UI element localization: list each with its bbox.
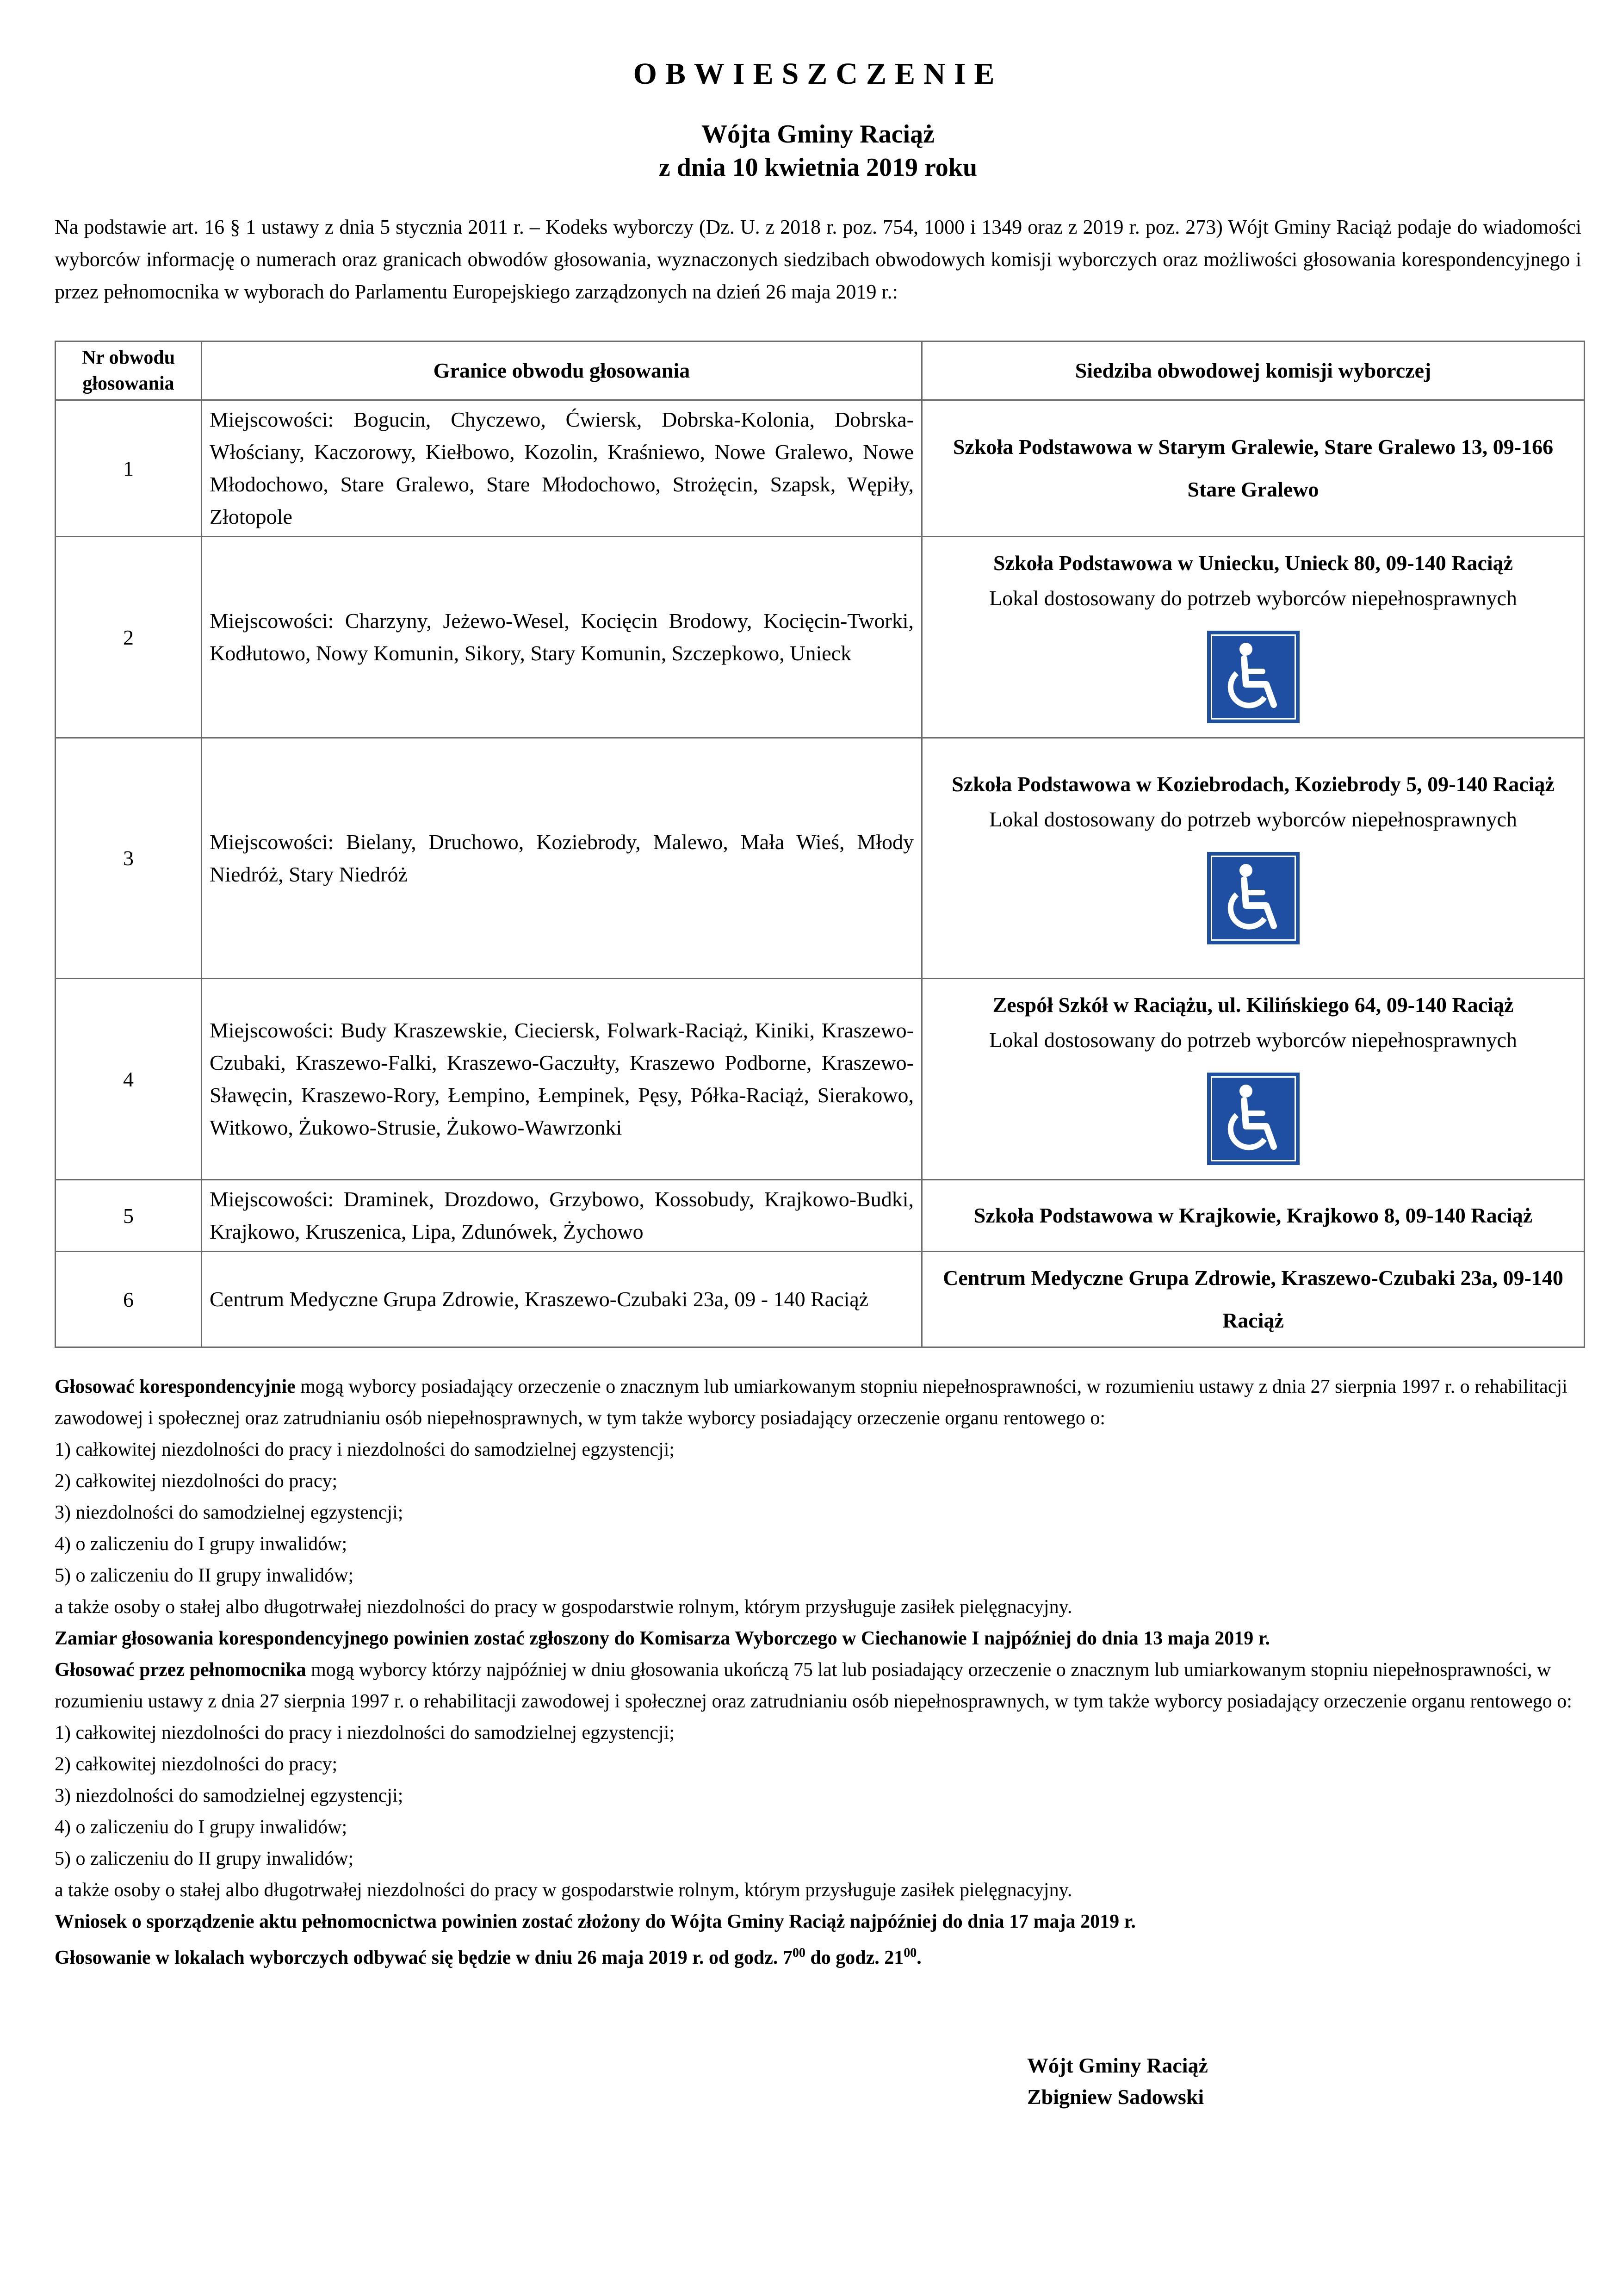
- table-row: [56, 738, 1585, 979]
- wheelchair-accessibility-icon: [1207, 852, 1300, 944]
- commission-seat: [922, 537, 1585, 738]
- document-page: [55, 0, 1581, 1973]
- correspondence-tail: a także osoby o stałej albo długotrwałej niezdolności do pracy w gospodarstwie rolnym, którym przysługuje zasiłek pielęgnacyjny.: [55, 1596, 1072, 1618]
- commission-address: Szkoła Podstawowa w Koziebrodach, Koziebrody 5, 09-140 Raciąż: [952, 772, 1555, 796]
- commission-address: Zespół Szkół w Raciążu, ul. Kilińskiego 64, 09-140 Raciąż: [992, 993, 1514, 1017]
- circuit-boundaries: Miejscowości: Bogucin, Chyczewo, Ćwiersk, Dobrska-Kolonia, Dobrska-Włościany, Kaczorowy, Kiełbowo, Kozolin, Kraśniewo, Nowe Gralewo, Nowe Młodochowo, Stare Gralewo, Stare Młodochowo, Strożęcin, Szapsk, Wępiły, Złotopole: [202, 400, 922, 537]
- list-item: 3) niezdolności do samodzielnej egzystencji;: [55, 1785, 403, 1806]
- table-row: [56, 979, 1585, 1180]
- accessibility-note: Lokal dostosowany do potrzeb wyborców niepełnosprawnych: [989, 586, 1517, 610]
- document-subtitle: [55, 118, 1581, 184]
- wheelchair-accessibility-icon: [1207, 631, 1300, 723]
- circuit-boundaries: Miejscowości: Budy Kraszewskie, Cieciersk, Folwark-Raciąż, Kiniki, Kraszewo-Czubaki, Kraszewo-Falki, Kraszewo-Gaczułty, Kraszewo Podborne, Kraszewo-Sławęcin, Kraszewo-Rory, Łempino, Łempinek, Pęsy, Półka-Raciąż, Sierakowo, Witkowo, Żukowo-Strusie, Żukowo-Wawrzonki: [202, 979, 922, 1180]
- correspondence-lead: Głosować korespondencyjnie mogą wyborcy posiadający orzeczenie o znacznym lub umiarkowanym stopniu niepełnosprawności, w rozumieniu ustawy z dnia 27 sierpnia 1997 r. o rehabilitacji zawodowej i społecznej oraz zatrudnianiu osób niepełnosprawnych, w tym także wyborcy posiadający orzeczenie organu rentowego o:: [55, 1376, 1567, 1429]
- commission-seat: [922, 979, 1585, 1180]
- circuit-number: 4: [56, 979, 202, 1180]
- circuit-number: 1: [56, 400, 202, 537]
- issuer: Wójta Gminy Raciąż: [701, 120, 935, 149]
- document-title: OBWIESZCZENIE: [633, 57, 1003, 91]
- commission-address: Szkoła Podstawowa w Starym Gralewie, Stare Gralewo 13, 09-166 Stare Gralewo: [953, 435, 1554, 501]
- header-nr: Nr obwodu głosowania: [56, 341, 202, 400]
- header-granice: Granice obwodu głosowania: [202, 341, 922, 400]
- list-item: 1) całkowitej niezdolności do pracy i niezdolności do samodzielnej egzystencji;: [55, 1722, 675, 1744]
- circuit-number: 2: [56, 537, 202, 738]
- table-row: [56, 537, 1585, 738]
- correspondence-deadline: Zamiar głosowania korespondencyjnego powinien zostać zgłoszony do Komisarza Wyborczego w Ciechanowie I najpóźniej do dnia 13 maja 2019 r.: [55, 1628, 1270, 1649]
- header-siedziba: Siedziba obwodowej komisji wyborczej: [922, 341, 1585, 400]
- list-item: 2) całkowitej niezdolności do pracy;: [55, 1754, 338, 1775]
- voting-hours: Głosowanie w lokalach wyborczych odbywać się będzie w dniu 26 maja 2019 r. od godz. $7^{00}$ do godz. $21^{00}$.: [55, 1946, 922, 1968]
- voting-rules: [55, 1371, 1581, 1973]
- signature-role: Wójt Gminy Raciąż: [1027, 2054, 1208, 2077]
- signature-block: [1027, 2050, 1208, 2113]
- proxy-lead: Głosować przez pełnomocnika mogą wyborcy którzy najpóźniej w dniu głosowania ukończą 75 lat lub posiadający orzeczenie o znacznym lub umiarkowanym stopniu niepełnosprawności, w rozumieniu ustawy z dnia 27 sierpnia 1997 r. o rehabilitacji zawodowej i społecznej oraz zatrudnianiu osób niepełnosprawnych, w tym także wyborcy posiadający orzeczenie organu rentowego o:: [55, 1659, 1572, 1712]
- list-item: 4) o zaliczeniu do I grupy inwalidów;: [55, 1533, 347, 1555]
- commission-address: Szkoła Podstawowa w Krajkowie, Krajkowo 8, 09-140 Raciąż: [973, 1204, 1533, 1227]
- commission-seat: [922, 1180, 1585, 1252]
- circuit-number: 6: [56, 1252, 202, 1347]
- table-row: [56, 400, 1585, 537]
- list-item: 5) o zaliczeniu do II grupy inwalidów;: [55, 1848, 354, 1869]
- voting-circuits-table: [55, 341, 1585, 1348]
- list-item: 5) o zaliczeniu do II grupy inwalidów;: [55, 1565, 354, 1586]
- list-item: 3) niezdolności do samodzielnej egzystencji;: [55, 1502, 403, 1523]
- circuit-number: 3: [56, 738, 202, 979]
- circuit-number: 5: [56, 1180, 202, 1252]
- commission-seat: [922, 1252, 1585, 1347]
- circuit-boundaries: Miejscowości: Bielany, Druchowo, Koziebrody, Malewo, Mała Wieś, Młody Niedróż, Stary Niedróż: [202, 738, 922, 979]
- table-row: [56, 1180, 1585, 1252]
- table-row: [56, 1252, 1585, 1347]
- commission-seat: [922, 738, 1585, 979]
- circuit-boundaries: Miejscowości: Draminek, Drozdowo, Grzybowo, Kossobudy, Krajkowo-Budki, Krajkowo, Kruszenica, Lipa, Zdunówek, Żychowo: [202, 1180, 922, 1252]
- proxy-tail: a także osoby o stałej albo długotrwałej niezdolności do pracy w gospodarstwie rolnym, którym przysługuje zasiłek pielęgnacyjny.: [55, 1880, 1072, 1901]
- accessibility-note: Lokal dostosowany do potrzeb wyborców niepełnosprawnych: [989, 807, 1517, 831]
- commission-address: Centrum Medyczne Grupa Zdrowie, Kraszewo-Czubaki 23a, 09-140 Raciąż: [943, 1266, 1563, 1332]
- accessibility-note: Lokal dostosowany do potrzeb wyborców niepełnosprawnych: [989, 1028, 1517, 1052]
- list-item: 1) całkowitej niezdolności do pracy i niezdolności do samodzielnej egzystencji;: [55, 1439, 675, 1460]
- list-item: 4) o zaliczeniu do I grupy inwalidów;: [55, 1817, 347, 1838]
- commission-seat: [922, 400, 1585, 537]
- commission-address: Szkoła Podstawowa w Uniecku, Unieck 80, 09-140 Raciąż: [993, 551, 1513, 575]
- proxy-deadline: Wniosek o sporządzenie aktu pełnomocnictwa powinien zostać złożony do Wójta Gminy Raciąż najpóźniej do dnia 17 maja 2019 r.: [55, 1911, 1136, 1932]
- intro-paragraph: Na podstawie art. 16 § 1 ustawy z dnia 5 stycznia 2011 r. – Kodeks wyborczy (Dz. U. z 2018 r. poz. 754, 1000 i 1349 oraz z 2019 r. poz. 273) Wójt Gminy Raciąż podaje do wiadomości wyborców informację o numerach oraz granicach obwodów głosowania, wyznaczonych siedzibach obwodowych komisji wyborczych oraz możliwości głosowania korespondencyjnego i przez pełnomocnika w wyborach do Parlamentu Europejskiego zarządzonych na dzień 26 maja 2019 r.:: [55, 216, 1581, 303]
- wheelchair-accessibility-icon: [1207, 1073, 1300, 1165]
- issue-date: z dnia 10 kwietnia 2019 roku: [658, 153, 978, 182]
- circuit-boundaries: Centrum Medyczne Grupa Zdrowie, Kraszewo-Czubaki 23a, 09 - 140 Raciąż: [202, 1252, 922, 1347]
- signature-name: Zbigniew Sadowski: [1027, 2085, 1204, 2109]
- circuit-boundaries: Miejscowości: Charzyny, Jeżewo-Wesel, Kocięcin Brodowy, Kocięcin-Tworki, Kodłutowo, Nowy Komunin, Sikory, Stary Komunin, Szczepkowo, Unieck: [202, 537, 922, 738]
- list-item: 2) całkowitej niezdolności do pracy;: [55, 1471, 338, 1492]
- table-header-row: [56, 341, 1585, 400]
